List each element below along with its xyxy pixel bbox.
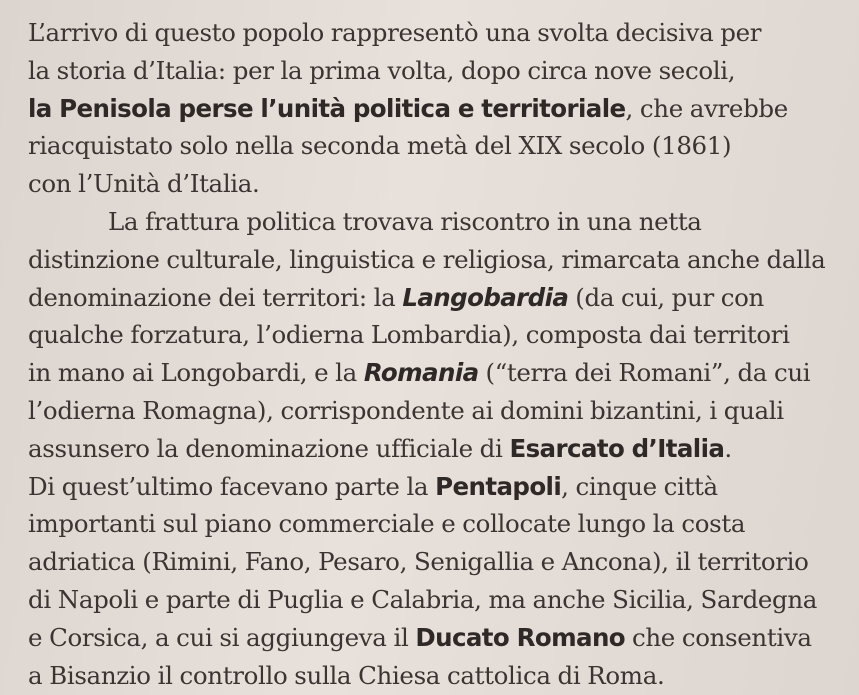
- highlight-term: Ducato Romano: [415, 622, 626, 652]
- text-line: [28, 619, 839, 657]
- text-line: [28, 430, 839, 468]
- paragraph-3: [28, 468, 839, 695]
- text-run: (“terra dei Romani”, da cui: [478, 358, 811, 388]
- text-line: L’arrivo di questo popolo rappresentò una svolta decisiva per: [28, 18, 762, 47]
- text-line: [28, 354, 839, 392]
- text-run: (da cui, pur con: [568, 282, 764, 312]
- text-line: qualche forzatura, l’odierna Lombardia), composta dai territori: [28, 320, 790, 350]
- text-line: l’odierna Romagna), corrispondente ai domini bizantini, i quali: [28, 395, 784, 425]
- text-run: Di quest’ultimo facevano parte la: [28, 471, 436, 501]
- text-line: [28, 90, 839, 128]
- text-line: con l’Unità d’Italia.: [28, 169, 260, 199]
- paragraph-1: [28, 14, 839, 203]
- highlight-term: Esarcato d’Italia: [509, 433, 725, 463]
- text-run: denominazione dei territori: la: [28, 282, 403, 312]
- text-line: La frattura politica trovava riscontro in una netta: [108, 206, 702, 236]
- text-line: riacquistato solo nella seconda metà del XIX secolo (1861): [28, 131, 732, 161]
- paragraph-2: [28, 203, 839, 468]
- text-run: che consentiva: [625, 622, 812, 652]
- text-line: a Bisanzio il controllo sulla Chiesa cattolica di Roma.: [28, 660, 665, 690]
- text-line: di Napoli e parte di Puglia e Calabria, ma anche Sicilia, Sardegna: [28, 584, 818, 614]
- text-line: la storia d’Italia: per la prima volta, dopo circa nove secoli,: [28, 55, 736, 85]
- text-run: .: [724, 433, 732, 463]
- text-run: assunsero la denominazione ufficiale di: [28, 433, 510, 463]
- text-line: importanti sul piano commerciale e collocate lungo la costa: [28, 509, 746, 539]
- text-line: [28, 279, 839, 317]
- text-line: [28, 468, 839, 506]
- text-run: , che avrebbe: [625, 93, 788, 123]
- text-run: in mano ai Longobardi, e la: [28, 358, 364, 388]
- text-run: e Corsica, a cui si aggiungeva il: [28, 622, 416, 652]
- text-line: adriatica (Rimini, Fano, Pesaro, Senigallia e Ancona), il territorio: [28, 547, 809, 577]
- highlight-term: la Penisola perse l’unità politica e territoriale: [28, 93, 626, 123]
- text-line: distinzione culturale, linguistica e religiosa, rimarcata anche dalla: [28, 244, 826, 274]
- text-run: , cinque città: [561, 471, 718, 501]
- highlight-term: Romania: [363, 358, 479, 388]
- highlight-term: Langobardia: [402, 282, 569, 312]
- highlight-term: Pentapoli: [435, 471, 562, 501]
